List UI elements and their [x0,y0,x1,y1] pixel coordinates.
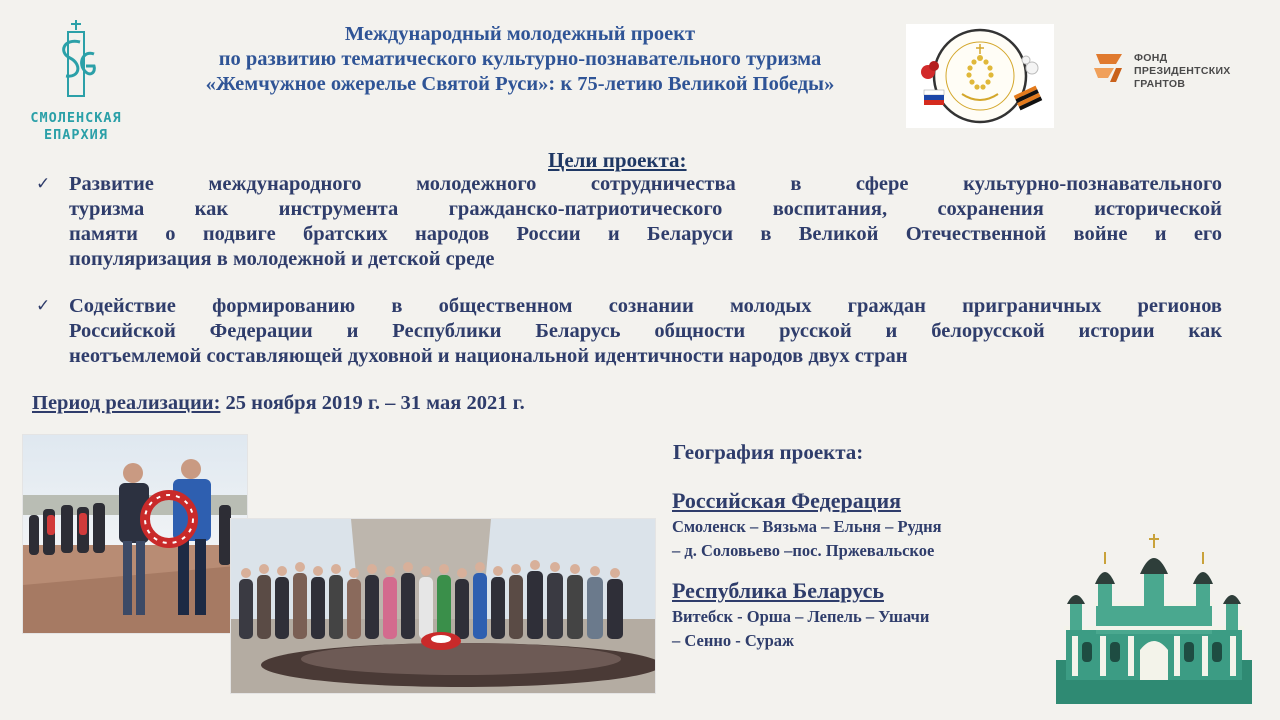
goal-1-line-1: Развитие международного молодежного сотрудничества в сфере культурно-познавательного [69,173,1222,195]
route-line: Смоленск – Вязьма – Ельня – Рудня [672,517,942,536]
implementation-period [32,392,525,415]
period-label: Период реализации: [32,392,221,414]
grants-fund-line-2: ПРЕЗИДЕНТСКИХ [1134,65,1231,77]
region-russia [672,488,1052,562]
goal-1-line-3: памяти о подвиге братских народов России и Беларуси в Великой Отечественной войне и его [69,223,1222,245]
goals-heading: Цели проекта: [548,148,687,172]
memorial-group-photo [230,518,656,694]
project-title [140,22,900,97]
goal-1-line-4: популяризация в молодежной и детской среде [69,248,495,270]
pearl-necklace-emblem-icon [906,24,1054,128]
grants-fund-line-1: ФОНД [1134,52,1168,64]
route-line: – д. Соловьево –пос. Пржевальское [672,541,935,560]
goal-2-line-3: неотъемлемой составляющей духовной и национальной идентичности народов двух стран [69,345,908,367]
route-line: – Сенно - Сураж [672,631,794,650]
cathedral-image [1056,532,1252,704]
smolensk-eparchy-logo [28,18,124,148]
period-value: 25 ноября 2019 г. – 31 мая 2021 г. [220,392,525,414]
region-name: Республика Беларусь [672,578,884,603]
checkmark-icon: ✓ [36,296,51,316]
title-line-1: Международный молодежный проект [344,23,696,45]
goal-2-line-1: Содействие формированию в общественном сознании молодых граждан приграничных регионов [69,295,1222,317]
goal-item [36,294,1222,369]
wreath-laying-photo-image [23,435,247,633]
eparchy-name-line-1: СМОЛЕНСКАЯ [30,110,122,126]
title-line-2: по развитию тематического культурно-познавательного туризма [218,48,822,70]
pearl-necklace-emblem [906,24,1054,128]
eparchy-monogram-icon [50,18,102,100]
goal-item [36,172,1222,272]
grants-fund-line-3: ГРАНТОВ [1134,78,1186,90]
memorial-group-photo-image [231,519,655,693]
region-name: Российская Федерация [672,488,902,513]
route-line: Витебск - Орша – Лепель – Ушачи [672,607,930,626]
grants-fund-emblem-icon [1090,50,1126,86]
cathedral-icon [1056,532,1252,704]
goal-1-line-2: туризма как инструмента гражданско-патриотического воспитания, сохранения исторической [69,198,1222,220]
eparchy-name-line-2: ЕПАРХИЯ [44,127,108,143]
presidential-grants-fund-logo [1090,46,1270,106]
title-line-3: «Жемчужное ожерелье Святой Руси»: к 75-летию Великой Победы» [205,73,835,95]
checkmark-icon: ✓ [36,174,51,194]
region-belarus [672,578,1052,652]
goal-2-line-2: Российской Федерации и Республики Беларусь общности русской и белорусской истории как [69,320,1222,342]
geography-heading: География проекта: [673,440,864,464]
wreath-laying-photo [22,434,248,634]
